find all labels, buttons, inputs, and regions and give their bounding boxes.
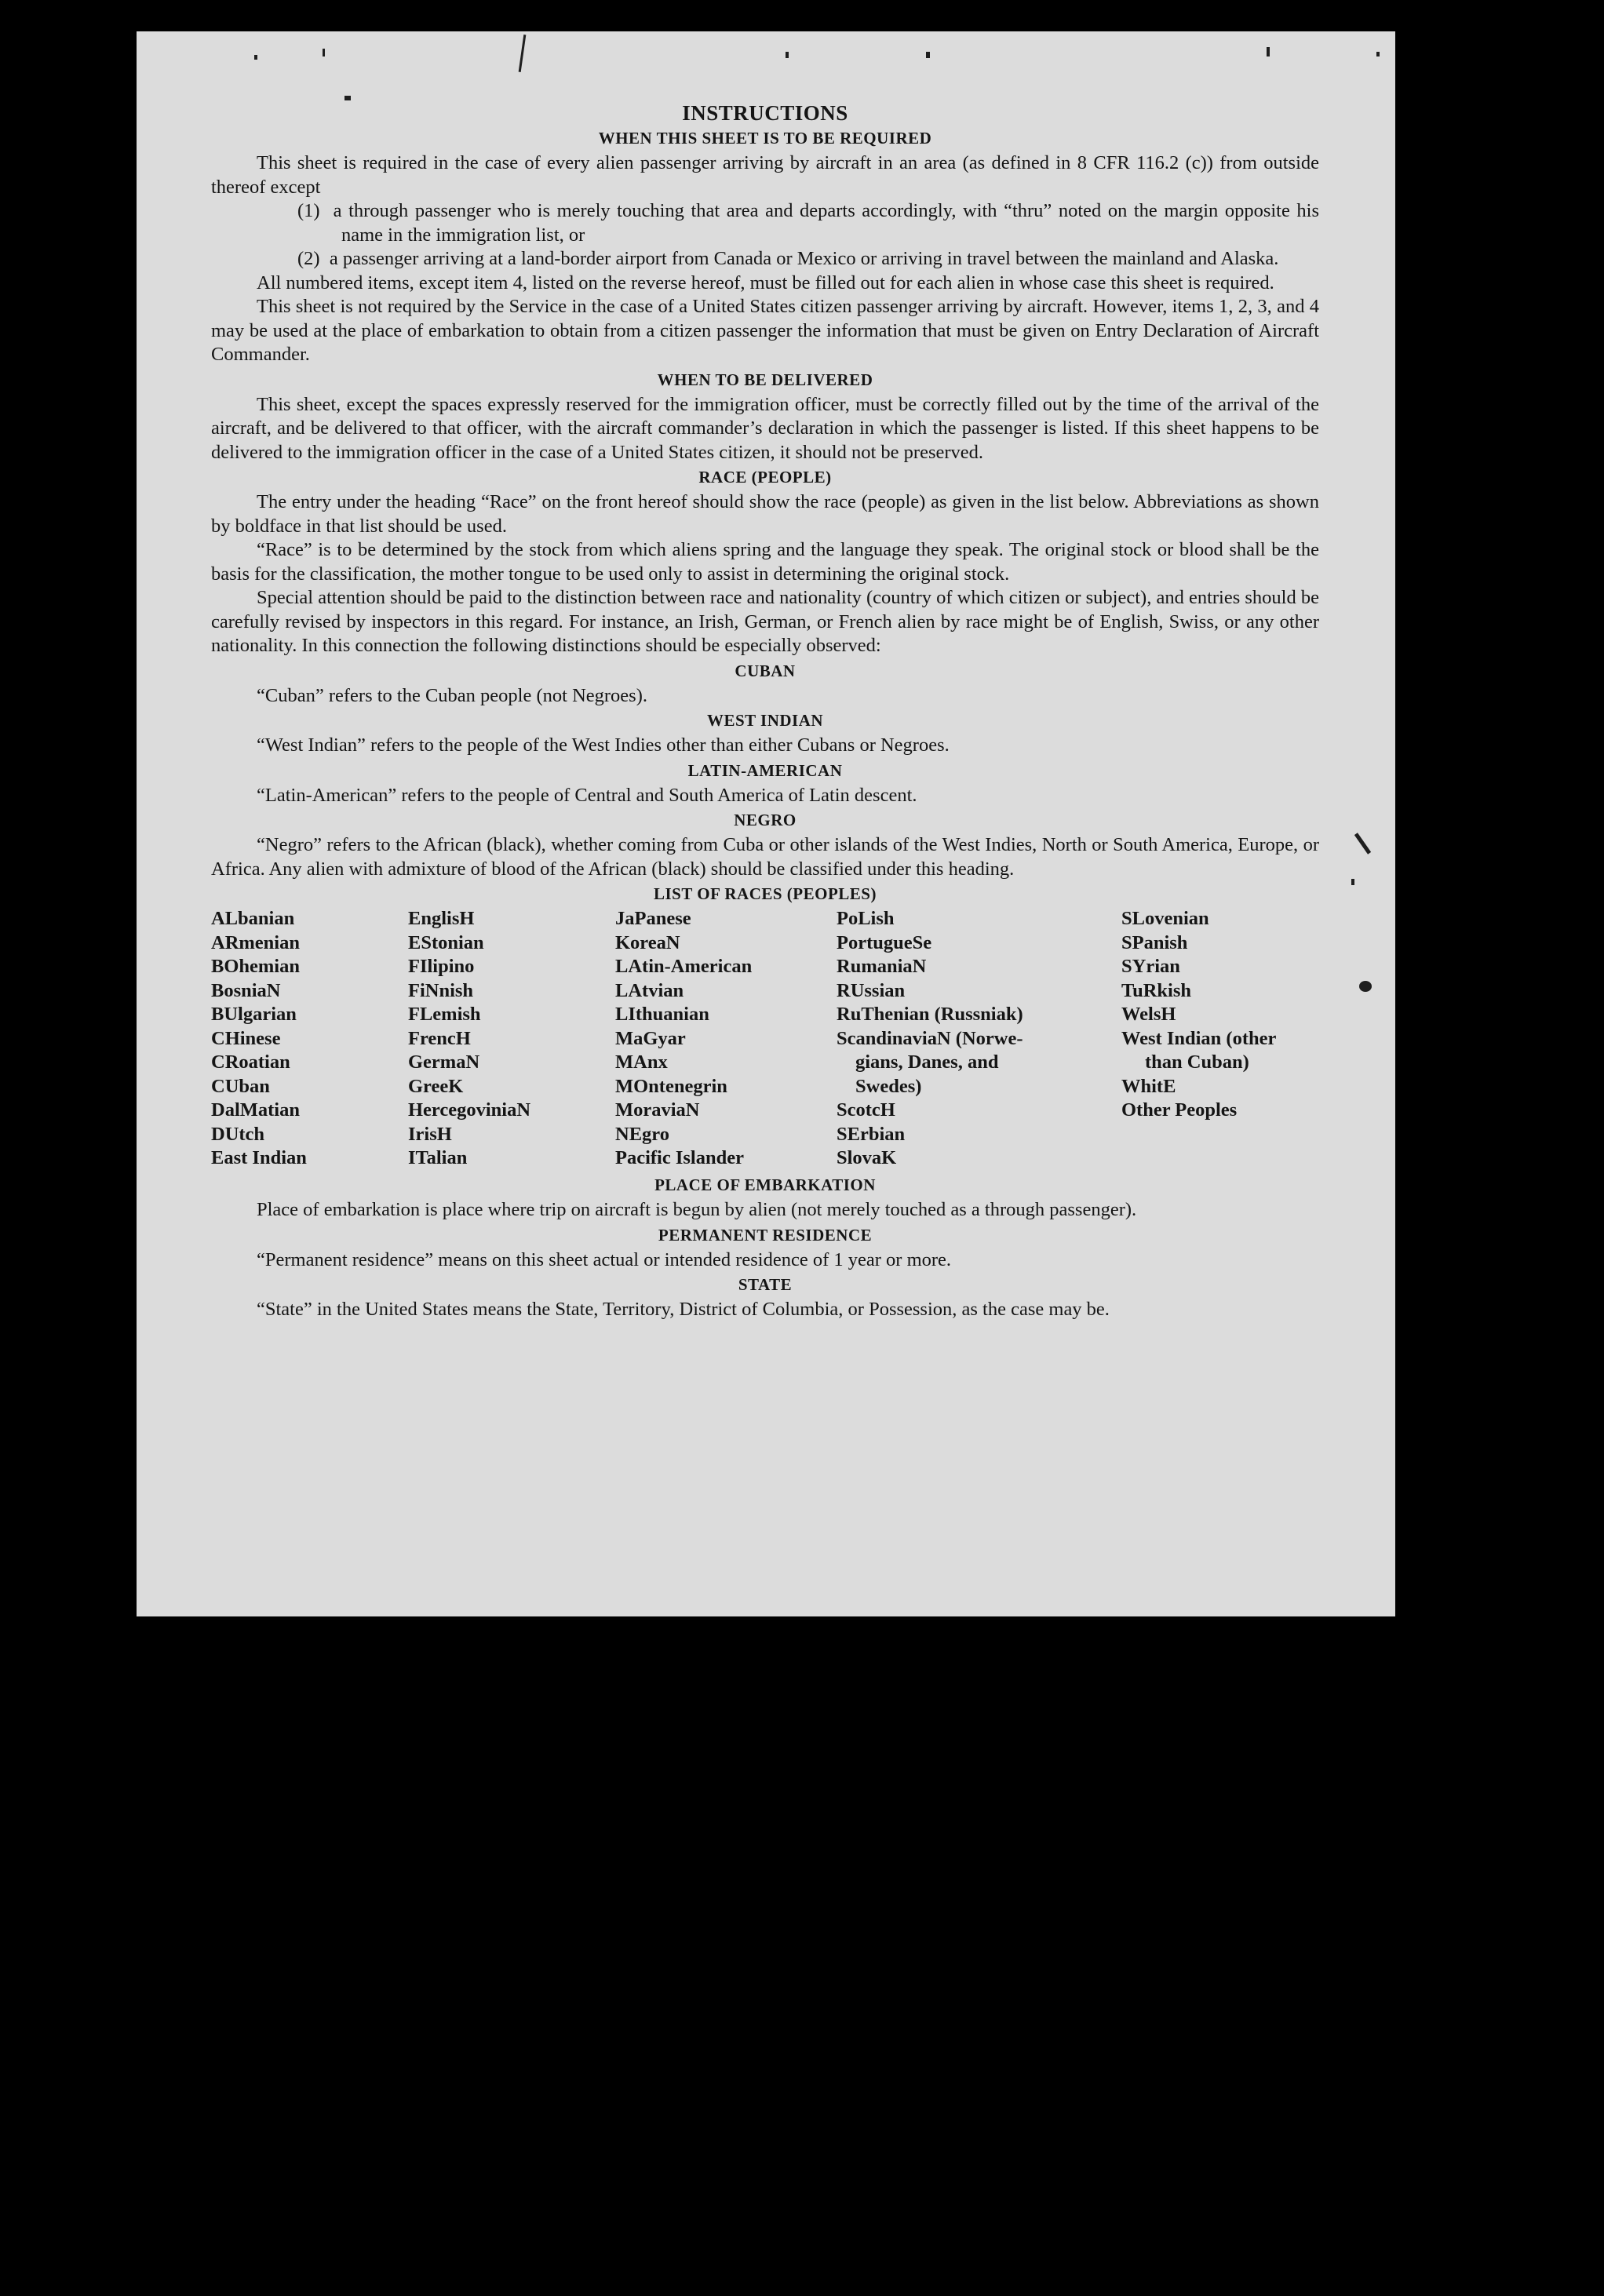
section-heading-list-of-races: LIST OF RACES (PEOPLES) bbox=[654, 884, 877, 903]
race-entry: than Cuban) bbox=[1145, 1051, 1249, 1073]
race-entry: PoLish bbox=[837, 908, 895, 929]
paragraph: “Cuban” refers to the Cuban people (not Negroes). bbox=[257, 684, 647, 706]
race-entry: CRoatian bbox=[211, 1051, 290, 1073]
race-entry: JaPanese bbox=[615, 908, 691, 929]
scan-speck bbox=[1354, 833, 1371, 854]
race-entry: BUlgarian bbox=[211, 1004, 297, 1025]
race-entry: RuThenian (Russniak) bbox=[837, 1004, 1023, 1025]
scan-speck bbox=[1351, 879, 1354, 885]
paragraph: Special attention should be paid to the distinction between race and nationality (country of which citizen or subject), and entries should be carefully revised by inspectors in this regard. For instance, an Irish, German, or French alien by race might be of English, Swiss, or any other nationality. In this connection the following distinctions should be especially observed: bbox=[211, 587, 1319, 656]
section-heading-when-required: WHEN THIS SHEET IS TO BE REQUIRED bbox=[598, 129, 932, 148]
scan-speck bbox=[1267, 47, 1270, 56]
section-heading-negro: NEGRO bbox=[734, 811, 797, 829]
race-entry: PortugueSe bbox=[837, 931, 932, 953]
race-entry: NEgro bbox=[615, 1123, 669, 1145]
scan-speck bbox=[1376, 52, 1380, 56]
race-entry: West Indian (other bbox=[1121, 1027, 1277, 1049]
paragraph: The entry under the heading “Race” on the front hereof should show the race (people) as given in the list below. Abbreviations as shown by boldface in that list should be used. bbox=[211, 491, 1319, 537]
section-heading-race: RACE (PEOPLE) bbox=[698, 468, 832, 487]
race-entry: EnglisH bbox=[408, 908, 475, 929]
race-entry: Pacific Islander bbox=[615, 1147, 744, 1168]
race-entry: MOntenegrin bbox=[615, 1075, 727, 1097]
race-entry: Swedes) bbox=[855, 1075, 922, 1097]
page-title: INSTRUCTIONS bbox=[682, 101, 848, 125]
paragraph: This sheet, except the spaces expressly reserved for the immigration officer, must be correctly filled out by the time of the arrival of the aircraft, and be delivered to that officer, with the aircraft commander’s declaration in which the passenger is listed. If this sheet happens to be delivered to the immigration officer in the case of a United States citizen, it should not be preserved. bbox=[211, 393, 1319, 463]
race-list bbox=[211, 907, 1319, 1172]
instructions-body bbox=[211, 98, 1319, 1322]
race-entry: FIlipino bbox=[408, 956, 475, 977]
race-entry: BosniaN bbox=[211, 979, 281, 1001]
race-entry: ScotcH bbox=[837, 1099, 895, 1121]
race-entry: IrisH bbox=[408, 1123, 452, 1145]
scan-speck bbox=[926, 52, 930, 58]
paragraph: “Latin-American” refers to the people of Central and South America of Latin descent. bbox=[257, 784, 917, 806]
race-column bbox=[837, 907, 1023, 1171]
race-entry: LIthuanian bbox=[615, 1004, 709, 1025]
race-entry: MAnx bbox=[615, 1051, 668, 1073]
race-entry: ITalian bbox=[408, 1147, 468, 1168]
race-entry: KoreaN bbox=[615, 931, 680, 953]
section-heading-west-indian: WEST INDIAN bbox=[706, 711, 824, 730]
race-entry: ScandinaviaN (Norwe- bbox=[837, 1027, 1023, 1049]
race-entry: LAtvian bbox=[615, 979, 684, 1001]
race-entry: SErbian bbox=[837, 1123, 906, 1145]
race-entry: LAtin-American bbox=[615, 956, 753, 977]
race-entry: DUtch bbox=[211, 1123, 265, 1145]
race-entry: MaGyar bbox=[615, 1027, 686, 1049]
paragraph: Place of embarkation is place where trip on aircraft is begun by alien (not merely touched as a through passenger). bbox=[257, 1199, 1137, 1220]
race-entry: SPanish bbox=[1121, 931, 1188, 953]
race-entry: East Indian bbox=[211, 1147, 307, 1168]
race-entry: SLovenian bbox=[1121, 908, 1209, 929]
section-heading-permanent-residence: PERMANENT RESIDENCE bbox=[658, 1225, 873, 1245]
list-item: (2) a passenger arriving at a land-border airport from Canada or Mexico or arriving in travel between the mainland and Alaska. bbox=[297, 248, 1279, 269]
section-heading-cuban: CUBAN bbox=[735, 661, 796, 680]
race-entry: ARmenian bbox=[211, 931, 300, 953]
document-page bbox=[137, 31, 1395, 1616]
section-heading-latin-american: LATIN-AMERICAN bbox=[687, 760, 843, 780]
section-heading-state: STATE bbox=[738, 1275, 793, 1294]
paragraph: “Race” is to be determined by the stock from which aliens spring and the language they speak. The original stock or blood shall be the basis for the classification, the mother tongue to be used only to assist in determining the original stock. bbox=[211, 539, 1319, 585]
race-entry: gians, Danes, and bbox=[855, 1051, 999, 1073]
race-entry: Other Peoples bbox=[1121, 1099, 1238, 1121]
race-entry: FiNnish bbox=[408, 979, 474, 1001]
race-entry: MoraviaN bbox=[615, 1099, 700, 1121]
race-column bbox=[615, 907, 752, 1171]
paragraph: “State” in the United States means the State, Territory, District of Columbia, or Possession, as the case may be. bbox=[257, 1299, 1110, 1320]
race-column bbox=[211, 907, 307, 1171]
scan-speck bbox=[519, 35, 527, 72]
race-entry: FrencH bbox=[408, 1027, 471, 1049]
race-entry: GreeK bbox=[408, 1075, 464, 1097]
race-entry: BOhemian bbox=[211, 956, 300, 977]
paragraph: “Permanent residence” means on this sheet actual or intended residence of 1 year or more. bbox=[257, 1248, 952, 1270]
race-entry: ALbanian bbox=[211, 908, 295, 929]
paragraph: This sheet is required in the case of every alien passenger arriving by aircraft in an area (as defined in 8 CFR 116.2 (c)) from outside thereof except bbox=[211, 152, 1319, 198]
scan-speck bbox=[786, 52, 789, 58]
race-entry: FLemish bbox=[408, 1004, 481, 1025]
scan-speck bbox=[323, 49, 325, 56]
list-item: (1) a through passenger who is merely touching that area and departs accordingly, with “thru” noted on the margin opposite his name in the immigration list, or bbox=[297, 200, 1319, 246]
race-column bbox=[1121, 907, 1276, 1123]
race-entry: WelsH bbox=[1121, 1004, 1176, 1025]
race-entry: SYrian bbox=[1121, 956, 1180, 977]
race-entry: HercegoviniaN bbox=[408, 1099, 531, 1121]
race-entry: RumaniaN bbox=[837, 956, 927, 977]
race-entry: DalMatian bbox=[211, 1099, 300, 1121]
scan-speck bbox=[254, 55, 257, 60]
scan-speck bbox=[1359, 981, 1372, 992]
race-entry: EStonian bbox=[408, 931, 484, 953]
race-entry: RUssian bbox=[837, 979, 906, 1001]
section-heading-when-delivered: WHEN TO BE DELIVERED bbox=[657, 370, 873, 389]
race-entry: GermaN bbox=[408, 1051, 480, 1073]
race-column bbox=[408, 907, 530, 1171]
section-heading-embarkation: PLACE OF EMBARKATION bbox=[654, 1175, 876, 1194]
race-entry: WhitE bbox=[1121, 1075, 1176, 1097]
paragraph: “West Indian” refers to the people of the West Indies other than either Cubans or Negroes. bbox=[257, 734, 950, 756]
race-entry: CHinese bbox=[211, 1027, 281, 1049]
paragraph: All numbered items, except item 4, listed on the reverse hereof, must be filled out for each alien in whose case this sheet is required. bbox=[257, 272, 1274, 293]
paragraph: This sheet is not required by the Service in the case of a United States citizen passenger arriving by aircraft. However, items 1, 2, 3, and 4 may be used at the place of embarkation to obtain from a citizen passenger the information that must be given on Entry Declaration of Aircraft Commander. bbox=[211, 296, 1319, 365]
race-entry: SlovaK bbox=[837, 1147, 897, 1168]
race-entry: CUban bbox=[211, 1075, 270, 1097]
paragraph: “Negro” refers to the African (black), whether coming from Cuba or other islands of the West Indies, North or South America, Europe, or Africa. Any alien with admixture of blood of the African (black) should be classified under this heading. bbox=[211, 834, 1319, 880]
race-entry: TuRkish bbox=[1121, 979, 1192, 1001]
